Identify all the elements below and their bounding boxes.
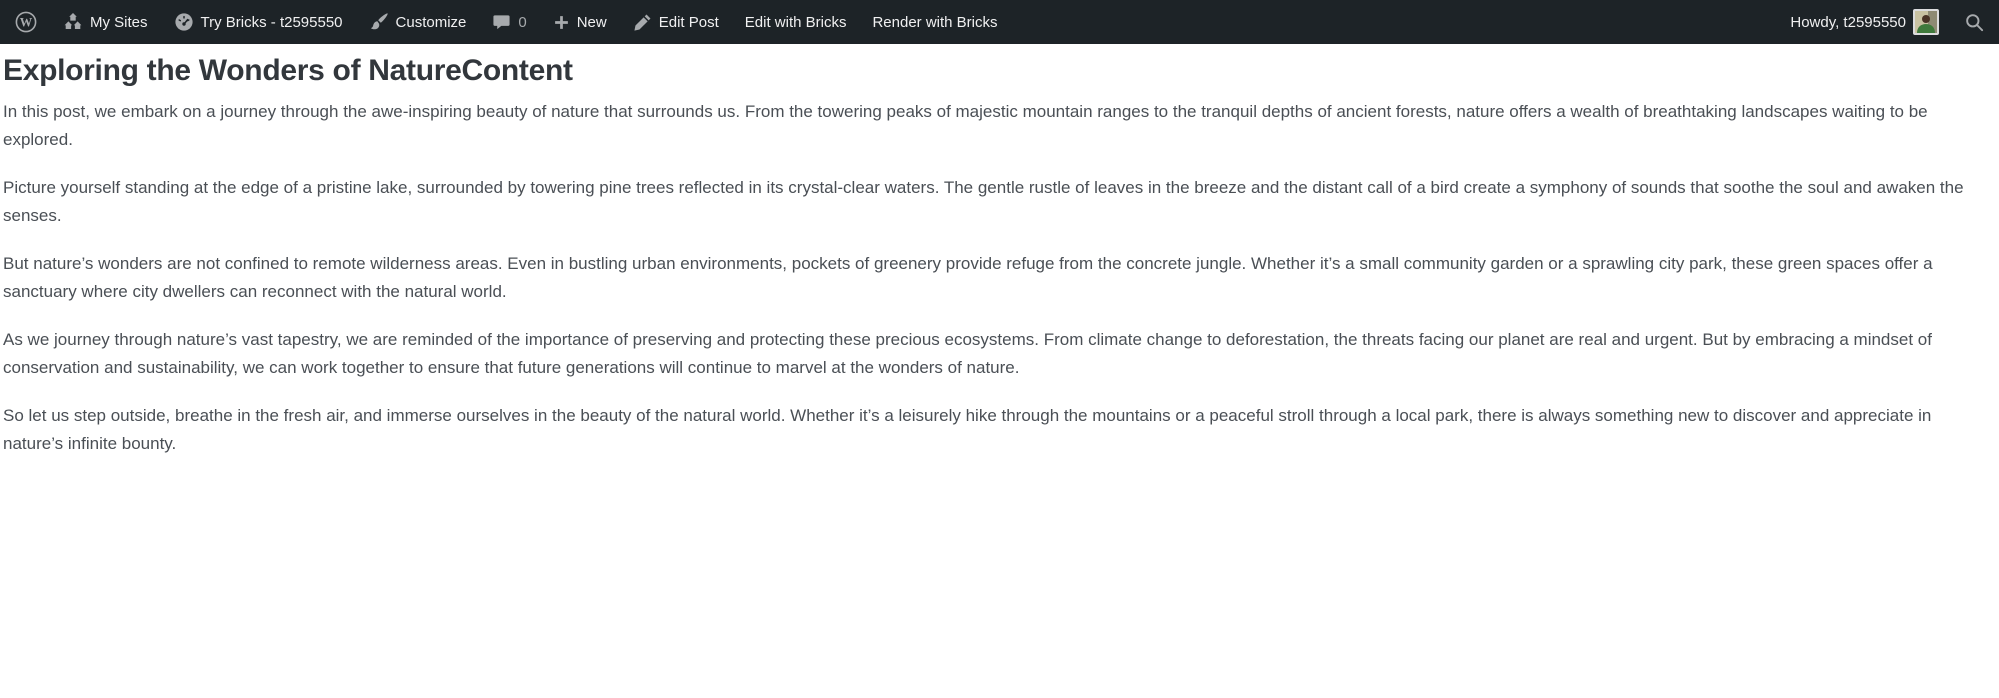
svg-text:W: W (19, 15, 33, 30)
new-label: New (576, 13, 607, 31)
comment-bubble-icon (492, 13, 511, 32)
plus-icon (553, 14, 570, 31)
post-paragraph-2: Picture yourself standing at the edge of a pristine lake, surrounded by towering pine trees reflected in its crystal-clear waters. The gentle rustle of leaves in the breeze and the distant call of a bird create a symphony of sounds that soothe the soul and awaken the senses. (3, 178, 1964, 225)
my-sites-menu[interactable] (50, 0, 161, 44)
render-with-bricks-menu[interactable] (859, 0, 1010, 44)
my-account-menu[interactable] (1777, 9, 1952, 35)
edit-post-label: Edit Post (658, 13, 719, 31)
paintbrush-icon (369, 12, 389, 32)
try-bricks-label: Try Bricks - t2595550 (200, 13, 343, 31)
my-sites-label: My Sites (90, 13, 148, 31)
post-paragraph-1: In this post, we embark on a journey through the awe-inspiring beauty of nature that surrounds us. From the towering peaks of majestic mountain ranges to the tranquil depths of ancient forests, nature offers a wealth of breathtaking landscapes waiting to be explored. (3, 102, 1928, 149)
user-avatar-photo (1913, 9, 1939, 35)
admin-bar-right (1777, 0, 1993, 44)
post-paragraph-5: So let us step outside, breathe in the fresh air, and immerse ourselves in the beauty of the natural world. Whether it’s a leisurely hike through the mountains or a peaceful stroll through a local park, there is always something new to discover and appreciate in nature’s infinite bounty. (3, 406, 1932, 453)
admin-search-button[interactable] (1952, 12, 1993, 33)
new-content-menu[interactable] (540, 0, 620, 44)
post-title: Exploring the Wonders of NatureContent (3, 54, 573, 87)
speedometer-gauge-icon (174, 12, 194, 32)
howdy-label: Howdy, t2595550 (1790, 13, 1906, 31)
edit-post-menu[interactable] (620, 0, 732, 44)
post-body (3, 98, 1995, 458)
wp-logo-menu[interactable] (2, 0, 50, 44)
post-paragraph-4: As we journey through nature’s vast tapestry, we are reminded of the importance of preserving and protecting these precious ecosystems. From climate change to deforestation, the threats facing our planet are real and urgent. But by embracing a mindset of conservation and sustainability, we can work together to ensure that future generations will continue to marvel at the wonders of nature. (3, 330, 1932, 377)
wp-admin-bar (0, 0, 1999, 44)
edit-with-bricks-menu[interactable] (732, 0, 860, 44)
render-with-bricks-label: Render with Bricks (872, 13, 998, 31)
pencil-icon (633, 13, 652, 32)
edit-with-bricks-label: Edit with Bricks (744, 13, 847, 31)
post-paragraph-3: But nature’s wonders are not confined to remote wilderness areas. Even in bustling urban environments, pockets of greenery provide refuge from the concrete jungle. Whether it’s a small community garden or a sprawling city park, these green spaces offer a sanctuary where city dwellers can reconnect with the natural world. (3, 254, 1933, 301)
customize-menu[interactable] (356, 0, 480, 44)
comments-menu[interactable] (479, 0, 539, 44)
post-content-area (0, 44, 1999, 458)
wordpress-logo-icon (15, 11, 37, 33)
houses-multisite-icon (63, 12, 83, 32)
try-bricks-menu[interactable] (161, 0, 356, 44)
search-icon (1964, 12, 1985, 33)
comments-count: 0 (518, 13, 527, 31)
customize-label: Customize (395, 13, 467, 31)
